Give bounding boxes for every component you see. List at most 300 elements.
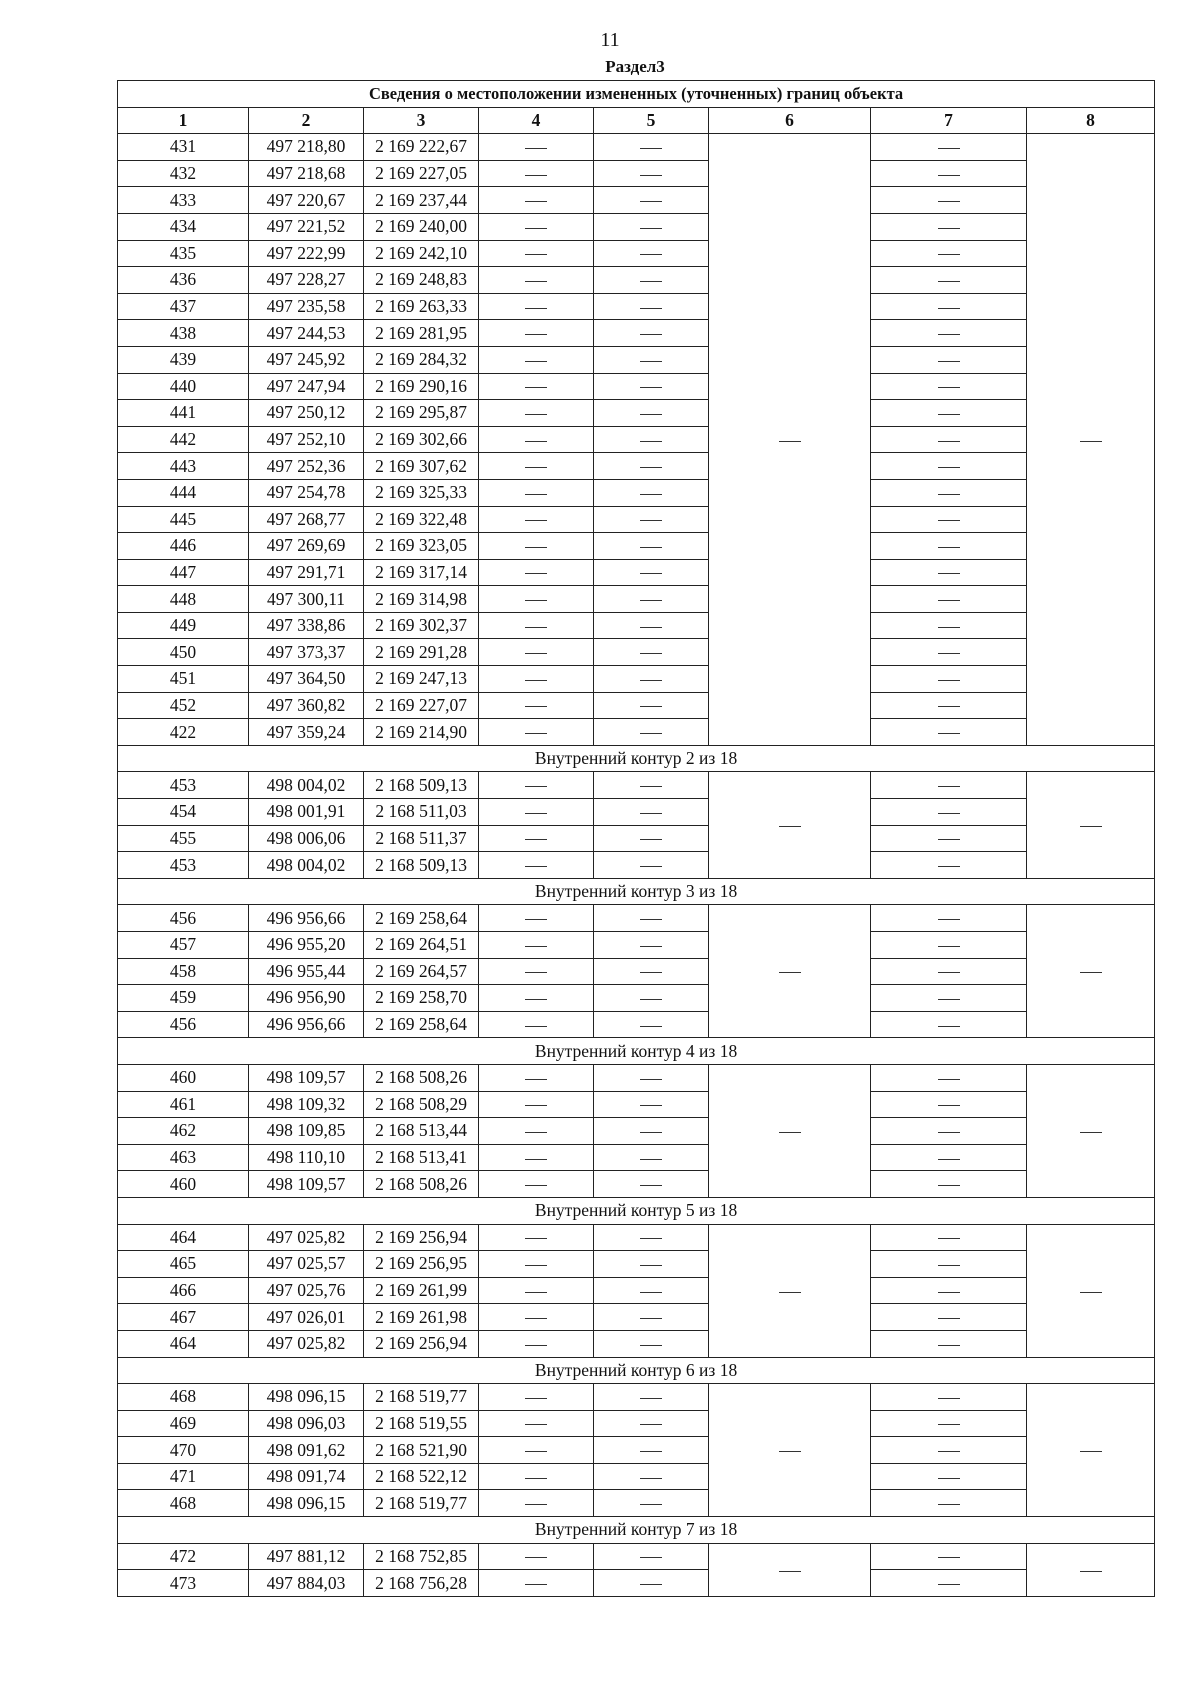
dash-mark bbox=[938, 520, 960, 521]
column-6-merged-cell bbox=[709, 1224, 871, 1357]
dash-mark bbox=[640, 786, 662, 787]
dash-mark bbox=[525, 494, 547, 495]
column-7-cell bbox=[871, 1277, 1027, 1304]
contour-title: Внутренний контур 5 из 18 bbox=[118, 1197, 1155, 1224]
column-7-cell bbox=[871, 639, 1027, 666]
dash-mark bbox=[525, 1584, 547, 1585]
x-coordinate-cell: 497 220,67 bbox=[249, 187, 364, 214]
table-row bbox=[118, 586, 1155, 613]
table-row bbox=[118, 1437, 1155, 1464]
point-number-cell: 435 bbox=[118, 240, 249, 267]
x-coordinate-cell: 498 109,85 bbox=[249, 1118, 364, 1145]
column-4-cell bbox=[479, 1490, 594, 1517]
point-number-cell: 446 bbox=[118, 533, 249, 560]
y-coordinate-cell: 2 169 307,62 bbox=[364, 453, 479, 480]
table-row bbox=[118, 825, 1155, 852]
column-4-cell bbox=[479, 666, 594, 693]
point-number-cell: 434 bbox=[118, 213, 249, 240]
column-4-cell bbox=[479, 1224, 594, 1251]
dash-mark bbox=[938, 1105, 960, 1106]
dash-mark bbox=[640, 972, 662, 973]
point-number-cell: 440 bbox=[118, 373, 249, 400]
point-number-cell: 473 bbox=[118, 1570, 249, 1597]
dash-mark bbox=[525, 1504, 547, 1505]
point-number-cell: 444 bbox=[118, 479, 249, 506]
column-5-cell bbox=[594, 240, 709, 267]
x-coordinate-cell: 497 025,57 bbox=[249, 1251, 364, 1278]
y-coordinate-cell: 2 168 508,26 bbox=[364, 1171, 479, 1198]
dash-mark bbox=[938, 866, 960, 867]
dash-mark bbox=[525, 733, 547, 734]
dash-mark bbox=[938, 1504, 960, 1505]
y-coordinate-cell: 2 169 295,87 bbox=[364, 400, 479, 427]
column-4-cell bbox=[479, 1144, 594, 1171]
dash-mark bbox=[640, 520, 662, 521]
dash-mark bbox=[525, 547, 547, 548]
column-5-cell bbox=[594, 692, 709, 719]
column-4-cell bbox=[479, 1011, 594, 1038]
column-7-cell bbox=[871, 1011, 1027, 1038]
column-4-cell bbox=[479, 346, 594, 373]
point-number-cell: 433 bbox=[118, 187, 249, 214]
y-coordinate-cell: 2 168 513,44 bbox=[364, 1118, 479, 1145]
column-6-merged-cell bbox=[709, 134, 871, 746]
dash-mark bbox=[938, 308, 960, 309]
y-coordinate-cell: 2 169 263,33 bbox=[364, 293, 479, 320]
point-number-cell: 470 bbox=[118, 1437, 249, 1464]
dash-mark bbox=[1080, 1132, 1102, 1133]
dash-mark bbox=[640, 361, 662, 362]
dash-mark bbox=[938, 1478, 960, 1479]
dash-mark bbox=[938, 999, 960, 1000]
column-4-cell bbox=[479, 1118, 594, 1145]
dash-mark bbox=[640, 414, 662, 415]
column-4-cell bbox=[479, 799, 594, 826]
column-5-cell bbox=[594, 1064, 709, 1091]
dash-mark bbox=[640, 1504, 662, 1505]
column-4-cell bbox=[479, 160, 594, 187]
dash-mark bbox=[525, 813, 547, 814]
column-4-cell bbox=[479, 453, 594, 480]
point-number-cell: 461 bbox=[118, 1091, 249, 1118]
point-number-cell: 432 bbox=[118, 160, 249, 187]
column-7-cell bbox=[871, 1251, 1027, 1278]
dash-mark bbox=[640, 600, 662, 601]
table-row bbox=[118, 559, 1155, 586]
column-5-cell bbox=[594, 1277, 709, 1304]
point-number-cell: 455 bbox=[118, 825, 249, 852]
x-coordinate-cell: 497 025,82 bbox=[249, 1224, 364, 1251]
point-number-cell: 456 bbox=[118, 1011, 249, 1038]
column-5-cell bbox=[594, 267, 709, 294]
dash-mark bbox=[640, 1026, 662, 1027]
column-5-cell bbox=[594, 1171, 709, 1198]
x-coordinate-cell: 498 110,10 bbox=[249, 1144, 364, 1171]
column-5-cell bbox=[594, 1118, 709, 1145]
column-8-merged-cell bbox=[1027, 905, 1155, 1038]
column-4-cell bbox=[479, 400, 594, 427]
dash-mark bbox=[640, 999, 662, 1000]
dash-mark bbox=[1080, 1292, 1102, 1293]
table-row bbox=[118, 958, 1155, 985]
point-number-cell: 454 bbox=[118, 799, 249, 826]
dash-mark bbox=[938, 1584, 960, 1585]
dash-mark bbox=[525, 1238, 547, 1239]
y-coordinate-cell: 2 168 519,77 bbox=[364, 1384, 479, 1411]
dash-mark bbox=[525, 1292, 547, 1293]
column-7-cell bbox=[871, 1224, 1027, 1251]
column-4-cell bbox=[479, 985, 594, 1012]
dash-mark bbox=[640, 1584, 662, 1585]
table-row bbox=[118, 1543, 1155, 1570]
table-row bbox=[118, 1144, 1155, 1171]
table-row bbox=[118, 213, 1155, 240]
table-row bbox=[118, 426, 1155, 453]
table-row bbox=[118, 692, 1155, 719]
point-number-cell: 441 bbox=[118, 400, 249, 427]
column-7-cell bbox=[871, 213, 1027, 240]
x-coordinate-cell: 497 338,86 bbox=[249, 612, 364, 639]
column-4-cell bbox=[479, 932, 594, 959]
y-coordinate-cell: 2 168 521,90 bbox=[364, 1437, 479, 1464]
table-row bbox=[118, 1064, 1155, 1091]
column-7-cell bbox=[871, 1463, 1027, 1490]
column-4-cell bbox=[479, 293, 594, 320]
contour-title: Внутренний контур 6 из 18 bbox=[118, 1357, 1155, 1384]
column-7-cell bbox=[871, 958, 1027, 985]
dash-mark bbox=[938, 148, 960, 149]
contour-header-row bbox=[118, 1517, 1155, 1544]
column-7-cell bbox=[871, 825, 1027, 852]
x-coordinate-cell: 497 252,10 bbox=[249, 426, 364, 453]
table-row bbox=[118, 719, 1155, 746]
dash-mark bbox=[938, 414, 960, 415]
column-7-cell bbox=[871, 1118, 1027, 1145]
column-5-cell bbox=[594, 1384, 709, 1411]
point-number-cell: 442 bbox=[118, 426, 249, 453]
x-coordinate-cell: 496 955,44 bbox=[249, 958, 364, 985]
column-5-cell bbox=[594, 293, 709, 320]
column-4-cell bbox=[479, 1437, 594, 1464]
column-4-cell bbox=[479, 1251, 594, 1278]
column-6-merged-cell bbox=[709, 1064, 871, 1197]
x-coordinate-cell: 497 222,99 bbox=[249, 240, 364, 267]
dash-mark bbox=[525, 1159, 547, 1160]
dash-mark bbox=[640, 813, 662, 814]
column-4-cell bbox=[479, 559, 594, 586]
table-row bbox=[118, 1410, 1155, 1437]
dash-mark bbox=[525, 1478, 547, 1479]
x-coordinate-cell: 497 245,92 bbox=[249, 346, 364, 373]
dash-mark bbox=[525, 1079, 547, 1080]
column-4-cell bbox=[479, 506, 594, 533]
column-4-cell bbox=[479, 373, 594, 400]
y-coordinate-cell: 2 168 756,28 bbox=[364, 1570, 479, 1597]
column-5-cell bbox=[594, 1437, 709, 1464]
column-5-cell bbox=[594, 666, 709, 693]
point-number-cell: 445 bbox=[118, 506, 249, 533]
column-header: 8 bbox=[1027, 107, 1155, 134]
y-coordinate-cell: 2 169 264,51 bbox=[364, 932, 479, 959]
dash-mark bbox=[938, 1424, 960, 1425]
point-number-cell: 437 bbox=[118, 293, 249, 320]
column-7-cell bbox=[871, 426, 1027, 453]
x-coordinate-cell: 496 956,90 bbox=[249, 985, 364, 1012]
x-coordinate-cell: 497 884,03 bbox=[249, 1570, 364, 1597]
dash-mark bbox=[525, 414, 547, 415]
contour-header-row bbox=[118, 1357, 1155, 1384]
table-row bbox=[118, 1463, 1155, 1490]
dash-mark bbox=[938, 627, 960, 628]
dash-mark bbox=[640, 148, 662, 149]
dash-mark bbox=[525, 1132, 547, 1133]
column-7-cell bbox=[871, 134, 1027, 161]
point-number-cell: 452 bbox=[118, 692, 249, 719]
point-number-cell: 459 bbox=[118, 985, 249, 1012]
column-7-cell bbox=[871, 799, 1027, 826]
column-header: 4 bbox=[479, 107, 594, 134]
dash-mark bbox=[640, 254, 662, 255]
column-5-cell bbox=[594, 852, 709, 879]
column-7-cell bbox=[871, 187, 1027, 214]
column-7-cell bbox=[871, 852, 1027, 879]
column-5-cell bbox=[594, 799, 709, 826]
dash-mark bbox=[938, 813, 960, 814]
column-6-merged-cell bbox=[709, 772, 871, 878]
x-coordinate-cell: 497 252,36 bbox=[249, 453, 364, 480]
dash-mark bbox=[640, 1105, 662, 1106]
point-number-cell: 453 bbox=[118, 772, 249, 799]
x-coordinate-cell: 498 004,02 bbox=[249, 772, 364, 799]
column-7-cell bbox=[871, 533, 1027, 560]
y-coordinate-cell: 2 168 509,13 bbox=[364, 852, 479, 879]
point-number-cell: 431 bbox=[118, 134, 249, 161]
dash-mark bbox=[640, 1318, 662, 1319]
table-row bbox=[118, 932, 1155, 959]
dash-mark bbox=[938, 839, 960, 840]
dash-mark bbox=[640, 1132, 662, 1133]
column-7-cell bbox=[871, 346, 1027, 373]
table-row bbox=[118, 373, 1155, 400]
dash-mark bbox=[938, 1318, 960, 1319]
dash-mark bbox=[640, 573, 662, 574]
y-coordinate-cell: 2 169 242,10 bbox=[364, 240, 479, 267]
y-coordinate-cell: 2 169 261,98 bbox=[364, 1304, 479, 1331]
y-coordinate-cell: 2 169 325,33 bbox=[364, 479, 479, 506]
x-coordinate-cell: 498 091,74 bbox=[249, 1463, 364, 1490]
y-coordinate-cell: 2 169 258,64 bbox=[364, 905, 479, 932]
y-coordinate-cell: 2 169 322,48 bbox=[364, 506, 479, 533]
dash-mark bbox=[640, 1265, 662, 1266]
column-5-cell bbox=[594, 1251, 709, 1278]
dash-mark bbox=[779, 1451, 801, 1452]
contour-header-row bbox=[118, 745, 1155, 772]
dash-mark bbox=[640, 201, 662, 202]
dash-mark bbox=[525, 308, 547, 309]
column-4-cell bbox=[479, 320, 594, 347]
table-row bbox=[118, 160, 1155, 187]
x-coordinate-cell: 497 269,69 bbox=[249, 533, 364, 560]
dash-mark bbox=[525, 946, 547, 947]
y-coordinate-cell: 2 168 509,13 bbox=[364, 772, 479, 799]
dash-mark bbox=[938, 1557, 960, 1558]
contour-header-row bbox=[118, 1197, 1155, 1224]
page-number: 11 bbox=[600, 29, 620, 51]
y-coordinate-cell: 2 169 248,83 bbox=[364, 267, 479, 294]
dash-mark bbox=[938, 201, 960, 202]
column-5-cell bbox=[594, 426, 709, 453]
table-row bbox=[118, 639, 1155, 666]
column-4-cell bbox=[479, 852, 594, 879]
dash-mark bbox=[640, 733, 662, 734]
column-5-cell bbox=[594, 905, 709, 932]
table-row bbox=[118, 533, 1155, 560]
column-5-cell bbox=[594, 985, 709, 1012]
column-8-merged-cell bbox=[1027, 1064, 1155, 1197]
column-5-cell bbox=[594, 1091, 709, 1118]
point-number-cell: 463 bbox=[118, 1144, 249, 1171]
column-7-cell bbox=[871, 1064, 1027, 1091]
dash-mark bbox=[525, 254, 547, 255]
column-7-cell bbox=[871, 932, 1027, 959]
x-coordinate-cell: 498 109,57 bbox=[249, 1171, 364, 1198]
x-coordinate-cell: 497 300,11 bbox=[249, 586, 364, 613]
column-5-cell bbox=[594, 533, 709, 560]
y-coordinate-cell: 2 169 237,44 bbox=[364, 187, 479, 214]
dash-mark bbox=[640, 1451, 662, 1452]
point-number-cell: 462 bbox=[118, 1118, 249, 1145]
column-6-merged-cell bbox=[709, 1384, 871, 1517]
column-7-cell bbox=[871, 293, 1027, 320]
dash-mark bbox=[779, 1132, 801, 1133]
column-8-merged-cell bbox=[1027, 1224, 1155, 1357]
column-6-merged-cell bbox=[709, 905, 871, 1038]
dash-mark bbox=[525, 680, 547, 681]
point-number-cell: 471 bbox=[118, 1463, 249, 1490]
dash-mark bbox=[1080, 972, 1102, 973]
column-7-cell bbox=[871, 1304, 1027, 1331]
column-4-cell bbox=[479, 134, 594, 161]
column-7-cell bbox=[871, 1330, 1027, 1357]
dash-mark bbox=[525, 1345, 547, 1346]
x-coordinate-cell: 498 096,15 bbox=[249, 1490, 364, 1517]
dash-mark bbox=[938, 228, 960, 229]
x-coordinate-cell: 497 218,68 bbox=[249, 160, 364, 187]
x-coordinate-cell: 497 268,77 bbox=[249, 506, 364, 533]
column-5-cell bbox=[594, 1463, 709, 1490]
table-row bbox=[118, 1490, 1155, 1517]
dash-mark bbox=[938, 680, 960, 681]
dash-mark bbox=[640, 1185, 662, 1186]
point-number-cell: 464 bbox=[118, 1224, 249, 1251]
table-row bbox=[118, 506, 1155, 533]
y-coordinate-cell: 2 169 222,67 bbox=[364, 134, 479, 161]
x-coordinate-cell: 498 109,32 bbox=[249, 1091, 364, 1118]
y-coordinate-cell: 2 168 508,26 bbox=[364, 1064, 479, 1091]
dash-mark bbox=[640, 946, 662, 947]
x-coordinate-cell: 497 218,80 bbox=[249, 134, 364, 161]
dash-mark bbox=[525, 627, 547, 628]
column-7-cell bbox=[871, 506, 1027, 533]
column-4-cell bbox=[479, 240, 594, 267]
column-5-cell bbox=[594, 1543, 709, 1570]
column-8-merged-cell bbox=[1027, 1543, 1155, 1596]
dash-mark bbox=[938, 786, 960, 787]
dash-mark bbox=[525, 866, 547, 867]
dash-mark bbox=[938, 1238, 960, 1239]
point-number-cell: 456 bbox=[118, 905, 249, 932]
dash-mark bbox=[525, 334, 547, 335]
y-coordinate-cell: 2 169 256,94 bbox=[364, 1224, 479, 1251]
x-coordinate-cell: 497 025,82 bbox=[249, 1330, 364, 1357]
column-5-cell bbox=[594, 586, 709, 613]
column-header: 7 bbox=[871, 107, 1027, 134]
point-number-cell: 464 bbox=[118, 1330, 249, 1357]
column-5-cell bbox=[594, 160, 709, 187]
dash-mark bbox=[779, 441, 801, 442]
point-number-cell: 450 bbox=[118, 639, 249, 666]
dash-mark bbox=[938, 1292, 960, 1293]
column-7-cell bbox=[871, 666, 1027, 693]
dash-mark bbox=[640, 334, 662, 335]
column-7-cell bbox=[871, 719, 1027, 746]
contour-title: Внутренний контур 4 из 18 bbox=[118, 1038, 1155, 1065]
dash-mark bbox=[525, 520, 547, 521]
dash-mark bbox=[640, 1478, 662, 1479]
x-coordinate-cell: 497 360,82 bbox=[249, 692, 364, 719]
point-number-cell: 422 bbox=[118, 719, 249, 746]
dash-mark bbox=[640, 706, 662, 707]
y-coordinate-cell: 2 169 256,94 bbox=[364, 1330, 479, 1357]
x-coordinate-cell: 498 096,03 bbox=[249, 1410, 364, 1437]
y-coordinate-cell: 2 169 240,00 bbox=[364, 213, 479, 240]
point-number-cell: 453 bbox=[118, 852, 249, 879]
column-7-cell bbox=[871, 1410, 1027, 1437]
x-coordinate-cell: 497 228,27 bbox=[249, 267, 364, 294]
table-row bbox=[118, 267, 1155, 294]
column-6-merged-cell bbox=[709, 1543, 871, 1596]
table-row bbox=[118, 400, 1155, 427]
dash-mark bbox=[525, 1318, 547, 1319]
dash-mark bbox=[938, 1026, 960, 1027]
dash-mark bbox=[640, 1159, 662, 1160]
x-coordinate-cell: 497 247,94 bbox=[249, 373, 364, 400]
column-4-cell bbox=[479, 1064, 594, 1091]
dash-mark bbox=[1080, 826, 1102, 827]
dash-mark bbox=[779, 972, 801, 973]
y-coordinate-cell: 2 169 258,64 bbox=[364, 1011, 479, 1038]
dash-mark bbox=[938, 441, 960, 442]
dash-mark bbox=[938, 919, 960, 920]
dash-mark bbox=[525, 919, 547, 920]
column-7-cell bbox=[871, 1091, 1027, 1118]
dash-mark bbox=[640, 1079, 662, 1080]
point-number-cell: 460 bbox=[118, 1064, 249, 1091]
table-row bbox=[118, 320, 1155, 347]
column-4-cell bbox=[479, 1570, 594, 1597]
x-coordinate-cell: 497 291,71 bbox=[249, 559, 364, 586]
dash-mark bbox=[938, 1185, 960, 1186]
column-5-cell bbox=[594, 1570, 709, 1597]
column-5-cell bbox=[594, 958, 709, 985]
column-5-cell bbox=[594, 479, 709, 506]
dash-mark bbox=[938, 946, 960, 947]
column-5-cell bbox=[594, 1490, 709, 1517]
column-4-cell bbox=[479, 1171, 594, 1198]
point-number-cell: 467 bbox=[118, 1304, 249, 1331]
column-header: 5 bbox=[594, 107, 709, 134]
column-7-cell bbox=[871, 1543, 1027, 1570]
